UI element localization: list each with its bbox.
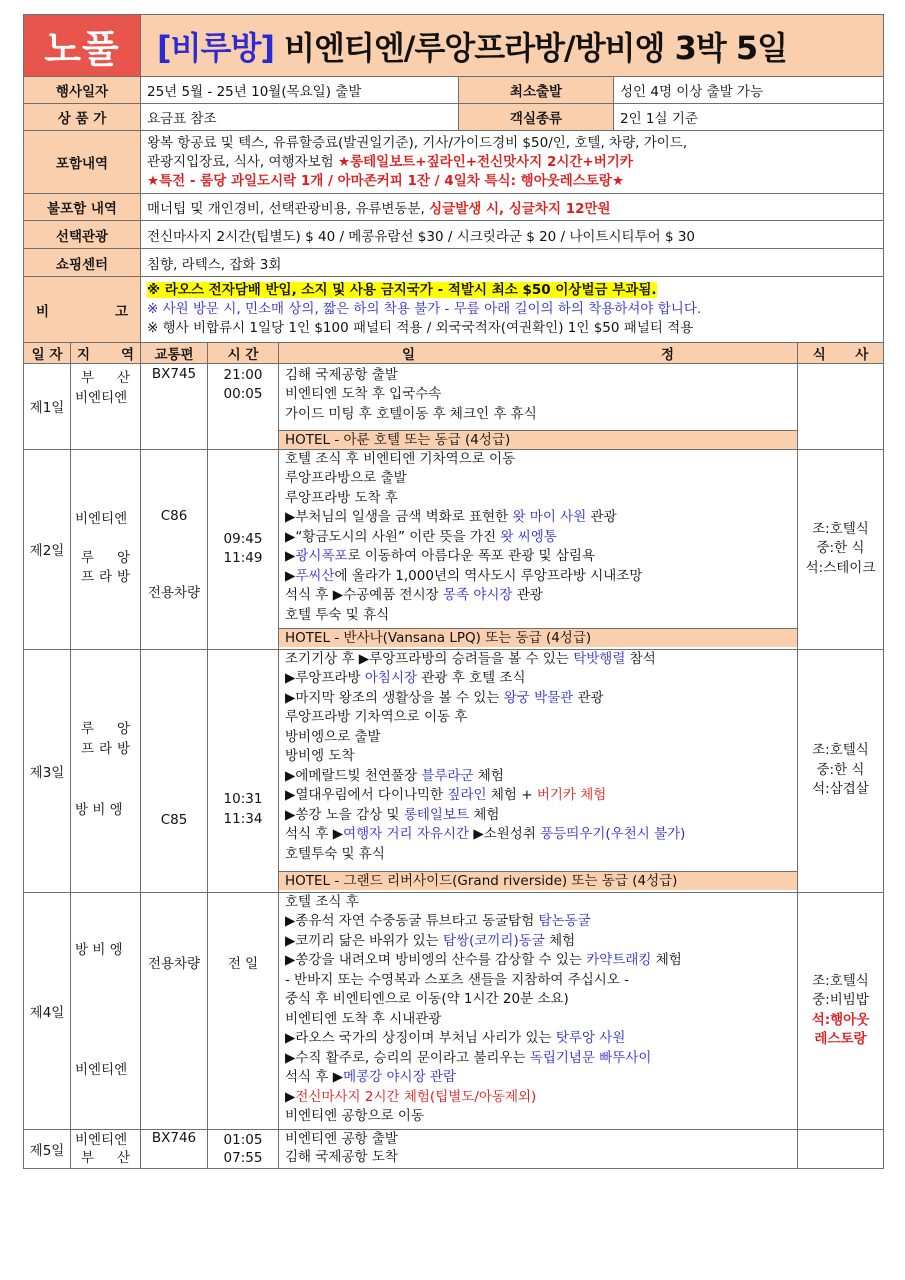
note-3: ※ 행사 비합류시 1일당 1인 $100 패널티 적용 / 외국국적자(여권확인) 1인 $50 패널티 적용 [147, 320, 694, 336]
time-text: 21:00 [223, 366, 263, 383]
day-row-3 [24, 649, 884, 892]
schedule-table [23, 342, 884, 1169]
time-cell [208, 892, 279, 1129]
meal-text: 중:한 식 [816, 540, 865, 557]
hdr-plan-b: 정 [660, 346, 675, 363]
region-text: 부 [81, 1149, 95, 1166]
time-cell [208, 649, 279, 892]
plan-line: 호텔 투숙 및 휴식 [285, 606, 390, 623]
note-2: ※ 사원 방문 시, 민소매 상의, 짧은 하의 착용 불가 - 무릎 아래 길이의 하의 착용하셔야 합니다. [147, 301, 702, 317]
transport-text: 전용차량 [147, 955, 201, 972]
day-label: 제4일 [24, 892, 71, 1129]
day-row-2 [24, 449, 884, 649]
title-prefix: [비루방] [157, 28, 274, 67]
meal-cell [798, 449, 884, 649]
region-text: 비엔티엔 [75, 389, 128, 406]
meal-text: 중:비빔밥 [812, 992, 869, 1008]
meal-text: 조:호텔식 [812, 742, 869, 759]
plan-line: 조기기상 후 ▶루앙프라방의 승려들을 볼 수 있는 탁밧행렬 참석 [285, 650, 656, 667]
day-label: 제5일 [24, 1129, 71, 1168]
region-text: 라 [98, 569, 113, 586]
plan-line: 호텔투숙 및 휴식 [285, 845, 385, 862]
meal-text: 석:스테이크 [805, 559, 876, 576]
plan-line: 석식 후 ▶메콩강 야시장 관람 [285, 1069, 457, 1085]
time-text: 전 일 [227, 955, 259, 972]
time-text: 11:34 [223, 810, 263, 827]
plan-line: ▶수직 활주로, 승리의 문이라고 불리우는 독립기념문 빠뚜사이 [285, 1049, 652, 1066]
time-text: 10:31 [223, 791, 263, 807]
schedule-header [24, 342, 884, 363]
room-value: 2인 1실 기준 [614, 104, 884, 131]
plan-line: ▶에메랄드빛 천연풀장 블루라군 체험 [285, 767, 504, 784]
opt-label: 선택관광 [24, 221, 141, 249]
time-cell [208, 363, 279, 449]
hdr-day: 일 자 [24, 342, 71, 363]
incl-label: 포함내역 [24, 131, 141, 194]
region-text: 비엔티엔 [75, 1061, 128, 1078]
region-text: 산 [116, 1149, 130, 1166]
region-text: 프 [81, 740, 95, 757]
excl-value-b: 싱글발생 시, 싱글차지 12만원 [429, 201, 611, 217]
incl-line-2 [147, 153, 877, 172]
date-value: 25년 5월 - 25년 10월(목요일) 출발 [141, 77, 459, 104]
plan-line: ▶코끼리 닮은 바위가 있는 탐쌍(코끼리)동굴 체험 [285, 932, 576, 949]
incl-line-2a: 관광지입장료, 식사, 여행자보험 [147, 153, 338, 170]
product-value: 요금표 참조 [141, 104, 459, 131]
hdr-region-a: 지 [77, 346, 91, 363]
plan-cell [279, 449, 798, 649]
hdr-region-b: 역 [120, 346, 134, 363]
plan-cell [279, 363, 798, 449]
note-label [24, 277, 141, 343]
region-text: 비엔티엔 [75, 511, 128, 528]
hotel-line: HOTEL - 아룬 호텔 또는 동급 (4성급) [279, 430, 797, 449]
plan-line: ▶라오스 국가의 상징이며 부처님 사리가 있는 탓루앙 사원 [285, 1030, 626, 1046]
plan-line: 석식 후 ▶여행자 거리 자유시간 ▶소원성취 풍등띄우기(우천시 불가) [285, 826, 686, 842]
hdr-meal-a: 식 [812, 346, 826, 363]
plan-cell [279, 1129, 798, 1168]
plan-line: 김해 국제공항 출발 [285, 366, 398, 383]
region-cell [71, 649, 141, 892]
note-label-b: 고 [114, 303, 128, 320]
meal-cell [798, 649, 884, 892]
opt-value: 전신마사지 2시간(팁별도) $ 40 / 메콩유람선 $30 / 시크릿라군 $ 20 / 나이트시티투어 $ 30 [141, 221, 884, 249]
plan-line: 루앙프라방으로 출발 [285, 470, 407, 486]
info-table [23, 14, 884, 343]
meal-text: 조:호텔식 [812, 520, 869, 537]
shop-label: 쇼핑센터 [24, 249, 141, 277]
region-text: 프 [81, 569, 95, 586]
time-cell [208, 1129, 279, 1168]
hdr-time: 시 간 [208, 342, 279, 363]
region-text: 앙 [116, 549, 130, 566]
transport-cell [141, 449, 208, 649]
plan-line: ▶“황금도시의 사원” 이란 뜻을 가진 왓 씨엥통 [285, 528, 557, 545]
plan-line: ▶부처님의 일생을 금색 벽화로 표현한 왓 마이 사원 관광 [285, 509, 617, 525]
plan-cell [279, 649, 798, 892]
brand-logo: 노풀 [24, 15, 141, 77]
region-cell [71, 892, 141, 1129]
title-row [24, 15, 884, 77]
meal-cell [798, 1129, 884, 1168]
plan-line: 루앙프라방 도착 후 [285, 489, 398, 506]
region-text: 부 [81, 369, 95, 386]
incl-value [141, 131, 884, 194]
hdr-meal-b: 사 [855, 346, 869, 363]
transport-cell: BX745 [141, 363, 208, 449]
room-label: 객실종류 [459, 104, 614, 131]
hotel-line: HOTEL - 그랜드 리버사이드(Grand riverside) 또는 동급 (4성급) [279, 871, 797, 890]
hdr-plan [279, 342, 798, 363]
date-label: 행사일자 [24, 77, 141, 104]
hdr-transport: 교통편 [141, 342, 208, 363]
region-text: 방 [116, 569, 130, 586]
plan-line: 가이드 미팅 후 호텔이동 후 체크인 후 휴식 [285, 405, 537, 422]
transport-text: C85 [160, 811, 188, 828]
plan-line: 비엔티엔 도착 후 입국수속 [285, 386, 442, 402]
region-text: 라 [98, 740, 113, 757]
region-cell [71, 363, 141, 449]
plan-line: 방비엥으로 출발 [285, 728, 381, 745]
plan-line: 비엔티엔 공항 출발 [285, 1130, 398, 1147]
region-text: 루 [81, 549, 95, 566]
time-text: 09:45 [223, 530, 263, 547]
excl-label: 불포함 내역 [24, 194, 141, 221]
plan-line: 비엔티엔 공항으로 이동 [285, 1108, 424, 1124]
hdr-region [71, 342, 141, 363]
plan-line: 방비엥 도착 [285, 748, 355, 764]
plan-line: 김해 국제공항 도착 [285, 1148, 398, 1165]
plan-line: ▶루앙프라방 아침시장 관광 후 호텔 조식 [285, 670, 526, 686]
transport-cell [141, 649, 208, 892]
transport-cell: BX746 [141, 1129, 208, 1168]
note-1: ※ 라오스 전자담배 반입, 소지 및 사용 금지국가 - 적발시 최소 $50 이상벌금 부과됨. [147, 282, 657, 298]
title-main: 비엔티엔/루앙프라방/방비엥 3박 5일 [274, 28, 788, 67]
plan-line: ▶푸씨산에 올라가 1,000년의 역사도시 루앙프라방 시내조망 [285, 567, 643, 584]
transport-text: 전용차량 [147, 585, 201, 601]
day-label: 제3일 [24, 649, 71, 892]
note-label-a: 비 [36, 303, 50, 320]
plan-line: ▶열대우림에서 다이나믹한 짚라인 체험 + 버기카 체험 [285, 787, 607, 803]
plan-line: ▶쏭강을 내려오며 방비엥의 산수를 감상할 수 있는 카약트래킹 체험 [285, 952, 682, 968]
plan-line: 루앙프라방 기차역으로 이동 후 [285, 709, 468, 725]
excl-value-a: 매너팁 및 개인경비, 선택관광비용, 유류변동분, [147, 201, 430, 217]
time-text: 00:05 [223, 386, 263, 402]
meal-cell [798, 363, 884, 449]
hotel-line: HOTEL - 반사나(Vansana LPQ) 또는 동급 (4성급) [279, 628, 797, 647]
hdr-meal [798, 342, 884, 363]
region-text: 앙 [116, 721, 130, 738]
plan-line: - 반바지 또는 수영복과 스포츠 샌들을 지참하여 주십시오 - [285, 971, 630, 988]
transport-text: C86 [160, 507, 188, 524]
itinerary-sheet [23, 14, 883, 1169]
plan-line: ▶광시폭포로 이동하여 아름다운 폭포 관광 및 삼림욕 [285, 548, 596, 564]
meal-text: 석:행아웃 [811, 1011, 870, 1028]
hdr-plan-a: 일 [401, 346, 416, 363]
min-label: 최소출발 [459, 77, 614, 104]
day-row-5 [24, 1129, 884, 1168]
meal-text: 중:한 식 [816, 761, 865, 778]
incl-line-2b: ★롱테일보트+짚라인+전신맛사지 2시간+버기카 [338, 153, 633, 170]
region-text: 방 비 엥 [75, 802, 123, 819]
min-value: 성인 4명 이상 출발 가능 [614, 77, 884, 104]
meal-text: 조:호텔식 [812, 972, 869, 989]
plan-line: 석식 후 ▶수공예품 전시장 몽족 야시장 관광 [285, 587, 543, 603]
page-title [141, 15, 884, 77]
incl-line-3: ★특전 - 룸당 과일도시락 1개 / 아마존커피 1잔 / 4일차 특식: 행아웃레스토랑★ [147, 172, 625, 189]
time-text: 11:49 [223, 550, 263, 566]
region-cell [71, 1129, 141, 1168]
excl-value [141, 194, 884, 221]
region-text: 방 비 엥 [75, 942, 123, 958]
plan-cell [279, 892, 798, 1129]
plan-line: ▶종유석 자연 수중동굴 튜브타고 동굴탐험 탐논동굴 [285, 913, 591, 929]
plan-line: 호텔 조식 후 비엔티엔 기차역으로 이동 [285, 450, 516, 467]
note-value [141, 277, 884, 343]
plan-line: 비엔티엔 도착 후 시내관광 [285, 1010, 442, 1027]
region-cell [71, 449, 141, 649]
time-cell [208, 449, 279, 649]
meal-text: 석:삼겹살 [812, 781, 869, 798]
time-text: 07:55 [223, 1149, 263, 1166]
plan-line: 호텔 조식 후 [285, 893, 359, 910]
plan-line: 중식 후 비엔티엔으로 이동(약 1시간 20분 소요) [285, 991, 569, 1007]
region-text: 방 [116, 740, 130, 757]
plan-line: ▶전신마사지 2시간 체험(팁별도/아동제외) [285, 1088, 537, 1105]
meal-cell [798, 892, 884, 1129]
region-text: 산 [116, 369, 130, 386]
day-label: 제2일 [24, 449, 71, 649]
region-text: 비엔티엔 [75, 1131, 128, 1148]
incl-line-1: 왕복 항공료 및 텍스, 유류할증료(발권일기준), 기사/가이드경비 $50/인, 호텔, 차량, 가이드, [147, 134, 688, 151]
time-text: 01:05 [223, 1131, 263, 1148]
transport-cell [141, 892, 208, 1129]
shop-value: 침향, 라텍스, 잡화 3회 [141, 249, 884, 277]
day-row-4 [24, 892, 884, 1129]
day-row-1 [24, 363, 884, 449]
region-text: 루 [81, 721, 95, 738]
meal-text: 레스토랑 [814, 1031, 867, 1047]
product-label: 상 품 가 [24, 104, 141, 131]
day-label: 제1일 [24, 363, 71, 449]
plan-line: ▶마지막 왕조의 생활상을 볼 수 있는 왕궁 박물관 관광 [285, 689, 604, 706]
plan-line: ▶쏭강 노을 감상 및 롱테일보트 체험 [285, 806, 500, 823]
